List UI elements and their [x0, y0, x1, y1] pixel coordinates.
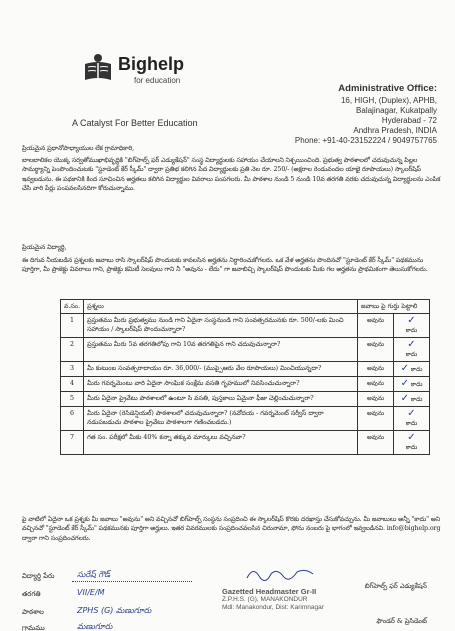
answer-yes-option[interactable]: అవును: [358, 377, 394, 392]
brand-name: Bighelp: [118, 54, 184, 74]
tick-mark-icon: ✓: [400, 393, 409, 404]
tick-mark-icon: ✓: [407, 408, 416, 419]
tick-mark-icon: ✓: [400, 363, 409, 374]
answer-yes-option[interactable]: అవును: [358, 392, 394, 407]
answer-no-label: కాదు: [405, 444, 418, 451]
table-row: [61, 392, 430, 407]
answer-no-option[interactable]: [394, 338, 430, 362]
eligibility-table: [60, 299, 430, 455]
school-value[interactable]: ZPHS (G) మణుగూరు: [77, 606, 152, 615]
answer-no-label: కాదు: [405, 351, 418, 358]
header-questions: ప్రశ్నలు: [84, 300, 358, 314]
row-number: 1: [61, 314, 84, 338]
tick-mark-icon: ✓: [400, 378, 409, 389]
answer-no-option[interactable]: [394, 314, 430, 338]
address-line: Andhra Pradesh, INDIA: [353, 126, 437, 135]
book-person-logo-icon: [82, 52, 114, 84]
paragraph-closing: పై వాటిలో ఏదైనా ఒక ప్రశ్నకు మీ జవాబు "అవును" అని వచ్చినచో బిగ్‌హెల్ప్ సంస్థను సంప్రదించి ఈ స్కాలర్‌షిప్ కొరకు దరఖాస్తు చేసుకోవచ్చును. మీ జవాబులు అన్నీ "కాదు" అని వచ్చినచో "స్టూడెంట్ కేర్ స్కీమ్" పథకమునకు పూర్తిగా అర్హులు. ఇతర వివరములకు సంప్రదించవలసిన చిరునామా, ఫోను నంబరు పై భాగంలో ఇవ్వబడినవి. info@bighelp.org ద్వారా గాని సంప్రదించగలరు.: [22, 516, 441, 542]
tick-mark-icon: ✓: [407, 432, 416, 443]
student-name-value[interactable]: సురేష్ గౌడ్: [77, 570, 111, 579]
row-number: 2: [61, 338, 84, 362]
table-header-row: [61, 300, 430, 314]
question-text: ప్రస్తుతము మీరు ప్రభుత్వము నుండి గాని ఏదైనా సంస్థనుండి గాని సంవత్సరమునకు రూ. 500/-లకు మించి సహాయం / స్కాలర్‌షిప్ పొందుచున్నారా?: [84, 314, 358, 338]
answer-yes-option[interactable]: అవును: [358, 431, 394, 455]
class-label: తరగతి: [22, 590, 41, 598]
question-text: మీరు ఏదైనా (రెసిడెన్షియల్) పాఠశాలలో చదువుచున్నారా? (నవోదయ - గవర్నమెంట్ సర్వీస్ ద్వారా నడుపబడుచు పాఠశాల ప్రైవేటు పాఠశాలగా గణించబడదు.): [84, 407, 358, 431]
row-number: 3: [61, 362, 84, 377]
official-stamp: [222, 588, 332, 628]
class-value[interactable]: VII/E/M: [77, 588, 105, 597]
table-row: [61, 338, 430, 362]
question-text: మీరు గవర్నమెంటు వారి ఏదైనా సాంఘిక సంక్షేమ వసతి గృహములో నివసించుచున్నారా?: [84, 377, 358, 392]
table-row: [61, 377, 430, 392]
question-text: మీ కుటుంబ సంవత్సరాదాయం రూ. 36,000/- (ముప్పైఆరు వేల రూపాయలు) మించియున్నదా?: [84, 362, 358, 377]
table-row: [61, 362, 430, 377]
table-row: [61, 314, 430, 338]
answer-no-option[interactable]: [394, 362, 430, 377]
row-number: 6: [61, 407, 84, 431]
signoff-org: బిగ్‌హెల్ప్ ఫర్ ఎడ్యుకేషన్: [364, 582, 427, 590]
answer-no-label: కాదు: [410, 396, 423, 403]
answer-yes-option[interactable]: అవును: [358, 314, 394, 338]
row-number: 5: [61, 392, 84, 407]
table-row: [61, 431, 430, 455]
greeting-student: ప్రియమైన విద్యార్థి,: [22, 244, 67, 251]
village-label: గ్రామము: [22, 624, 45, 631]
phone-number: Phone: +91-40-23152224 / 9049757765: [294, 136, 437, 145]
question-text: గత సం. పరీక్షలో మీకు 40% కన్నా తక్కువ మార్కులు వచ్చినవా?: [84, 431, 358, 455]
school-label: పాఠశాల: [22, 608, 44, 616]
question-text: మీరు ఏదైనా ప్రైవేటు పాఠశాలలో ఉంటూ సి వసతి, పుస్తకాలు ఏమైనా ఫీజు చెల్లించుచున్నారా?: [84, 392, 358, 407]
address-line: Hyderabad - 72: [381, 116, 437, 125]
address-line: Balajinagar, Kukatpally: [356, 106, 437, 115]
address-line: 16, HIGH, (Duplex), APHB,: [340, 96, 437, 105]
brand-subtitle: for education: [134, 76, 181, 85]
header-answer: జవాబు పై గుర్తు పెట్టాలి: [358, 300, 430, 314]
answer-no-option[interactable]: [394, 407, 430, 431]
answer-no-option[interactable]: [394, 431, 430, 455]
row-number: 7: [61, 431, 84, 455]
answer-no-label: కాదు: [405, 420, 418, 427]
answer-no-label: కాదు: [410, 381, 423, 388]
answer-yes-option[interactable]: అవును: [358, 338, 394, 362]
answer-no-label: కాదు: [410, 366, 423, 373]
paragraph-instructions: ఈ దిగువ నీయబడిన ప్రశ్నలకు జవాబు రాసి స్కాలర్‌షిప్ పొందుటకు కావలసిన అర్హతను నిర్ధారించుకోగలరు. ఒక వేళ అర్హతను పొందినచో "స్టూడెంట్ కేర్ స్కీమ్" పథకమును పూర్తిగా, మీ ప్రాజెక్టు వివరాలు గాని, ప్రాజెక్టు కమిటీ సెలవులు గాని నీ "అవును - లేదు" గా జవాబిచ్చి స్కాలర్‌షిప్ పొందుటకు మీకు గల అర్హతను ప్రాథమికంగా తెలుసుకోగలరు.: [22, 257, 428, 274]
signoff-title: ఫౌండర్ & ప్రెసిడెంట్: [376, 617, 427, 625]
signature-icon: [245, 564, 315, 582]
tagline: A Catalyst For Better Education: [72, 118, 198, 128]
bighelp-logo: [82, 50, 202, 100]
answer-no-option[interactable]: [394, 392, 430, 407]
greeting: ప్రియమైన ప్రధానోపాధ్యాయుల లేక గ్రామాధికారి,: [22, 145, 135, 152]
stamp-line1: Gazetted Headmaster Gr-II: [222, 587, 317, 596]
paragraph-intro: బాలబాలికల యొక్క సర్వతోముఖాభివృద్ధికి "బిగ్‌హెల్ప్ ఫర్ ఎడ్యుకేషన్" సంస్థ విద్యార్థులకు సహాయం చేయాలని నిశ్చయించింది. ప్రభుత్వ పాఠశాలలో చదువుచున్న పిల్లల సామర్థ్యాన్ని పెంపొందించుటకు "స్టూడెంట్ కేర్ స్కీమ్" ద్వారా ప్రతిభ కలిగిన పేద విద్యార్థులకు ప్రతి నెల రూ. 250/- (అక్షరాల రెండువందల యాభై రూపాయలు) స్కాలర్‌షిప్ ఇవ్వబడును. ఈ పథకానికి కింద సూచించిన అర్హతలు కలిగిన విద్యార్థుల వివరాలు పంపగలరు. మీ పాఠశాల నుండి 5 నుండి 10వ తరగతి వరకు చదువుచున్న విద్యార్థులను ఎంపిక చేసి వారి పేర్లు పంపవలసినదిగా కోరుచున్నాము.: [22, 157, 441, 193]
office-heading: Administrative Office:: [338, 83, 437, 94]
stamp-line2: Z.P.H.S. (G), MANAKONDUR: [222, 596, 308, 603]
student-name-label: విద్యార్థి పేరు: [22, 572, 55, 580]
header-serial: వ.సం.: [61, 300, 84, 314]
row-number: 4: [61, 377, 84, 392]
office-address: [287, 84, 437, 146]
answer-no-label: కాదు: [405, 327, 418, 334]
tick-mark-icon: ✓: [407, 339, 416, 350]
village-value[interactable]: మణుగూరు: [77, 622, 113, 631]
tick-mark-icon: ✓: [407, 315, 416, 326]
answer-no-option[interactable]: [394, 377, 430, 392]
answer-yes-option[interactable]: అవును: [358, 362, 394, 377]
stamp-line3: Mdl: Manakondur, Dist: Karimnagar: [222, 604, 324, 611]
question-text: ప్రస్తుతము మీరు 5వ తరగతిలోపు గాని 10వ తరగతిపైన గాని చదువుచున్నారా?: [84, 338, 358, 362]
table-row: [61, 407, 430, 431]
answer-yes-option[interactable]: అవును: [358, 407, 394, 431]
